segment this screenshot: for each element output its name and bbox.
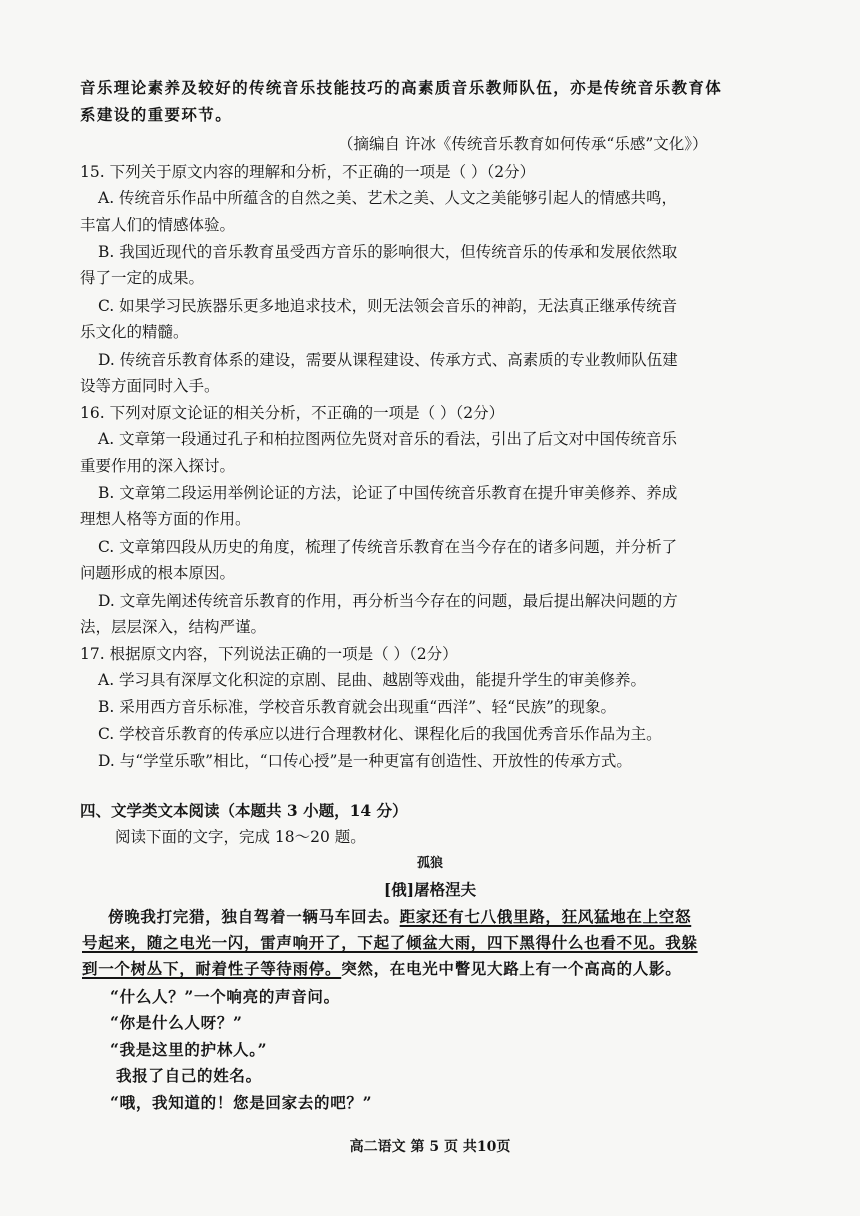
dialog-line-2: “你是什么人呀？” <box>110 1013 243 1032</box>
story-paragraph-1-line-2 <box>82 932 698 954</box>
q16-option-d-line-2: 法，层层深入，结构严谨。 <box>80 618 267 636</box>
q16-option-c-line-2: 问题形成的根本原因。 <box>80 564 236 582</box>
q17-stem: 17. 根据原文内容，下列说法正确的一项是（ ）（2分） <box>80 645 458 663</box>
q16-option-a-line-2: 重要作用的深入探讨。 <box>80 457 236 475</box>
q15-option-a-line-1: A. 传统音乐作品中所蕴含的自然之美、艺术之美、人文之美能够引起人的情感共鸣， <box>98 189 678 207</box>
dialog-line-4: 我报了自己的姓名。 <box>116 1066 262 1085</box>
q15-option-b-line-1: B. 我国近现代的音乐教育虽受西方音乐的影响很大，但传统音乐的传承和发展依然取 <box>98 243 678 261</box>
q16-option-b-line-1: B. 文章第二段运用举例论证的方法，论证了中国传统音乐教育在提升审美修养、养成 <box>98 484 678 502</box>
q17-option-a: A. 学习具有深厚文化积淀的京剧、昆曲、越剧等戏曲，能提升学生的审美修养。 <box>98 671 647 689</box>
q15-option-b-line-2: 得了一定的成果。 <box>80 269 205 287</box>
section-4-heading: 四、文学类文本阅读（本题共 3 小题，14 分） <box>80 801 408 820</box>
dialog-line-3: “我是这里的护林人。” <box>110 1040 268 1059</box>
q15-option-d-line-1: D. 传统音乐教育体系的建设，需要从课程建设、传承方式、高素质的专业教师队伍建 <box>98 351 678 369</box>
q15-option-a-line-2: 丰富人们的情感体验。 <box>80 216 236 234</box>
q17-option-d: D. 与“学堂乐歌”相比，“口传心授”是一种更富有创造性、开放性的传承方式。 <box>98 752 632 770</box>
q16-option-b-line-2: 理想人格等方面的作用。 <box>80 510 251 528</box>
story-text-underlined: 距家还有七八俄里路，狂风猛地在上空怒 <box>399 907 692 926</box>
q17-option-b: B. 采用西方音乐标准，学校音乐教育就会出现重“西洋”、轻“民族”的现象。 <box>98 698 616 716</box>
intro-line-1: 音乐理论素养及较好的传统音乐技能技巧的高素质音乐教师队伍，亦是传统音乐教育体 <box>80 78 723 97</box>
story-author: [俄]屠格涅夫 <box>383 880 477 899</box>
page-footer: 高二语文 第 5 页 共10页 <box>349 1139 511 1155</box>
story-title: 孤狼 <box>416 856 443 871</box>
q15-option-c-line-2: 乐文化的精髓。 <box>80 323 189 341</box>
story-text-plain: 傍晚我打完猎，独自驾着一辆马车回去。 <box>108 907 400 926</box>
story-text-plain: 突然，在电光中瞥见大路上有一个高高的人影。 <box>341 959 682 978</box>
dialog-line-1: “什么人？”一个响亮的声音问。 <box>110 987 340 1006</box>
story-text-underlined: 到一个树丛下，耐着性子等待雨停。 <box>82 959 342 978</box>
story-text-underlined: 号起来，随之电光一闪，雷声响开了，下起了倾盆大雨，四下黑得什么也看不见。我躲 <box>82 933 698 952</box>
q16-option-d-line-1: D. 文章先阐述传统音乐教育的作用，再分析当今存在的问题，最后提出解决问题的方 <box>98 592 678 610</box>
q16-stem: 16. 下列对原文论证的相关分析，不正确的一项是（ ）（2分） <box>80 404 505 422</box>
story-paragraph-1-line-3 <box>82 958 681 980</box>
source-citation: （摘编自 许冰《传统音乐教育如何传承“乐感”文化》） <box>338 135 708 153</box>
section-4-instruction: 阅读下面的文字，完成 18～20 题。 <box>115 828 366 846</box>
intro-line-2: 系建设的重要环节。 <box>80 105 233 124</box>
q15-option-d-line-2: 设等方面同时入手。 <box>80 377 220 395</box>
story-paragraph-1-line-1 <box>108 906 691 928</box>
q15-stem: 15. 下列关于原文内容的理解和分析，不正确的一项是（ ）（2分） <box>80 163 536 181</box>
q16-option-a-line-1: A. 文章第一段通过孔子和柏拉图两位先贤对音乐的看法，引出了后文对中国传统音乐 <box>98 430 678 448</box>
q15-option-c-line-1: C. 如果学习民族器乐更多地追求技术，则无法领会音乐的神韵，无法真正继承传统音 <box>98 297 678 315</box>
q17-option-c: C. 学校音乐教育的传承应以进行合理教材化、课程化后的我国优秀音乐作品为主。 <box>98 725 662 743</box>
dialog-line-5: “哦，我知道的！您是回家去的吧？” <box>110 1093 373 1112</box>
q16-option-c-line-1: C. 文章第四段从历史的角度，梳理了传统音乐教育在当今存在的诸多问题，并分析了 <box>98 538 678 556</box>
